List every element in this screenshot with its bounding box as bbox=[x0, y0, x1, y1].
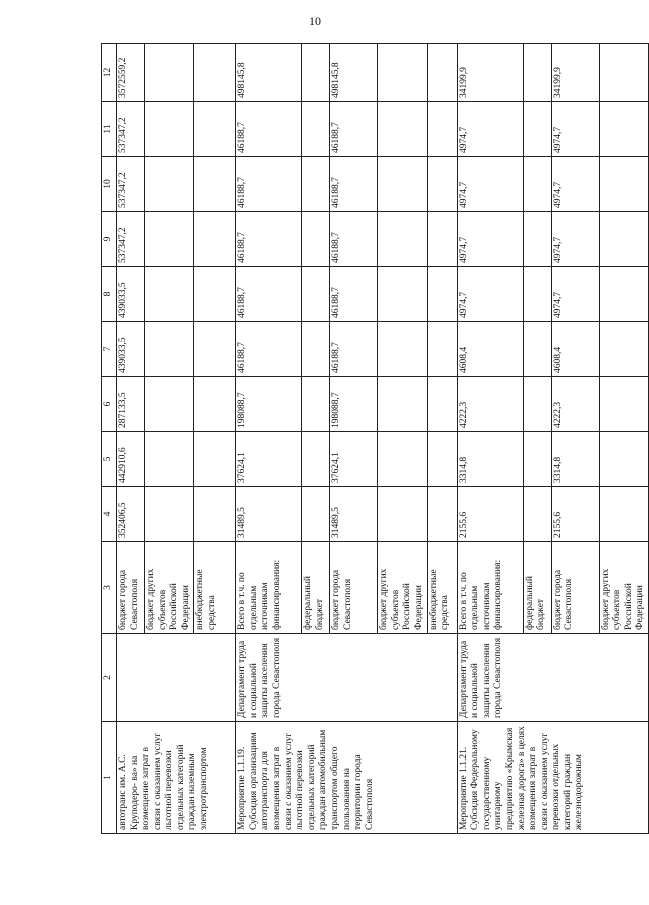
value-cell: 442910,6 bbox=[117, 432, 145, 487]
funding-source-cell: бюджет других субъектов Российской Федерации bbox=[378, 542, 427, 634]
value-cell: 46188,7 bbox=[236, 157, 302, 212]
table-row bbox=[457, 44, 523, 834]
value-cell bbox=[427, 102, 457, 157]
funding-source-cell: внебюджетные средства bbox=[427, 542, 457, 634]
value-cell bbox=[599, 267, 648, 322]
value-cell: 4974,7 bbox=[551, 102, 599, 157]
funding-source-cell: внебюджетные средства bbox=[194, 542, 236, 634]
value-cell: 31489,5 bbox=[236, 487, 302, 542]
value-cell bbox=[145, 487, 194, 542]
value-cell: 37624,1 bbox=[330, 432, 378, 487]
value-cell bbox=[427, 157, 457, 212]
value-cell: 46188,7 bbox=[236, 212, 302, 267]
financing-table bbox=[101, 43, 649, 834]
table-row bbox=[117, 44, 145, 834]
value-cell: 31489,5 bbox=[330, 487, 378, 542]
header-cell: 11 bbox=[102, 102, 117, 157]
value-cell: 4222,3 bbox=[457, 377, 523, 432]
value-cell bbox=[378, 267, 427, 322]
value-cell bbox=[145, 44, 194, 102]
value-cell bbox=[194, 432, 236, 487]
value-cell: 37624,1 bbox=[236, 432, 302, 487]
value-cell bbox=[378, 322, 427, 377]
header-cell: 1 bbox=[102, 722, 117, 834]
value-cell: 439033,5 bbox=[117, 322, 145, 377]
value-cell bbox=[302, 212, 330, 267]
value-cell: 4222,3 bbox=[551, 377, 599, 432]
value-cell: 46188,7 bbox=[330, 322, 378, 377]
header-cell: 5 bbox=[102, 432, 117, 487]
value-cell bbox=[378, 432, 427, 487]
value-cell: 46188,7 bbox=[330, 212, 378, 267]
funding-source-cell: федеральный бюджет bbox=[302, 542, 330, 634]
value-cell bbox=[599, 157, 648, 212]
value-cell: 439033,5 bbox=[117, 267, 145, 322]
value-cell bbox=[599, 44, 648, 102]
value-cell: 198088,7 bbox=[330, 377, 378, 432]
value-cell bbox=[427, 322, 457, 377]
rotated-table-container bbox=[101, 44, 646, 834]
value-cell: 3572559,2 bbox=[117, 44, 145, 102]
value-cell bbox=[599, 432, 648, 487]
value-cell bbox=[145, 432, 194, 487]
header-cell: 4 bbox=[102, 487, 117, 542]
value-cell: 498145,8 bbox=[330, 44, 378, 102]
value-cell bbox=[194, 212, 236, 267]
value-cell: 198088,7 bbox=[236, 377, 302, 432]
value-cell bbox=[302, 322, 330, 377]
funding-source-cell: Всего в т.ч. по отдельным источникам финансирования: bbox=[236, 542, 302, 634]
value-cell bbox=[302, 267, 330, 322]
executor-cell bbox=[117, 634, 236, 722]
funding-source-cell: бюджет города Севастополя bbox=[117, 542, 145, 634]
header-cell: 7 bbox=[102, 322, 117, 377]
value-cell: 498145,8 bbox=[236, 44, 302, 102]
value-cell: 4974,7 bbox=[457, 267, 523, 322]
value-cell: 537347,2 bbox=[117, 157, 145, 212]
value-cell: 352406,5 bbox=[117, 487, 145, 542]
value-cell bbox=[599, 322, 648, 377]
value-cell: 3314,8 bbox=[457, 432, 523, 487]
value-cell: 4974,7 bbox=[551, 212, 599, 267]
value-cell bbox=[145, 377, 194, 432]
value-cell bbox=[523, 267, 551, 322]
executor-cell: Департамент труда и социальной защиты населения города Севастополя bbox=[236, 634, 457, 722]
value-cell: 46188,7 bbox=[330, 157, 378, 212]
value-cell bbox=[378, 102, 427, 157]
value-cell bbox=[599, 102, 648, 157]
value-cell bbox=[599, 377, 648, 432]
header-cell: 9 bbox=[102, 212, 117, 267]
value-cell bbox=[523, 44, 551, 102]
funding-source-cell: бюджет города Севастополя bbox=[551, 542, 599, 634]
value-cell bbox=[427, 487, 457, 542]
executor-cell: Департамент труда и социальной защиты населения города Севастополя bbox=[457, 634, 648, 722]
value-cell bbox=[427, 432, 457, 487]
value-cell bbox=[523, 322, 551, 377]
value-cell: 46188,7 bbox=[236, 322, 302, 377]
page-number: 10 bbox=[309, 14, 321, 28]
value-cell bbox=[194, 267, 236, 322]
funding-source-cell: бюджет других субъектов Российской Федерации bbox=[145, 542, 194, 634]
value-cell bbox=[378, 157, 427, 212]
value-cell bbox=[523, 212, 551, 267]
value-cell: 34199,9 bbox=[457, 44, 523, 102]
value-cell bbox=[145, 267, 194, 322]
header-cell: 3 bbox=[102, 542, 117, 634]
value-cell bbox=[194, 157, 236, 212]
value-cell bbox=[302, 157, 330, 212]
funding-source-cell: Всего в т.ч. по отдельным источникам финансирования: bbox=[457, 542, 523, 634]
value-cell: 537347,2 bbox=[117, 212, 145, 267]
header-cell: 12 bbox=[102, 44, 117, 102]
value-cell: 46188,7 bbox=[330, 102, 378, 157]
value-cell bbox=[599, 487, 648, 542]
measure-cell: Мероприятие 1.1.21. Субсидия Федеральному государственному унитарному предприятию «Крымская железная дорога» в целях возмещения затрат в связи с оказанием услуг перевозки отдельных категорий граждан железнодорожным bbox=[457, 722, 648, 834]
value-cell bbox=[378, 44, 427, 102]
value-cell: 3314,8 bbox=[551, 432, 599, 487]
value-cell: 4608,4 bbox=[457, 322, 523, 377]
table-row bbox=[236, 44, 302, 834]
value-cell bbox=[302, 432, 330, 487]
value-cell bbox=[378, 487, 427, 542]
measure-cell: автотранс им. А.С. Круподеро- ва» на возмещение затрат в связи с оказанием услуг льготной перевозки отдельных категорий граждан наземным электротранспортом bbox=[117, 722, 236, 834]
value-cell bbox=[145, 157, 194, 212]
value-cell: 46188,7 bbox=[236, 267, 302, 322]
value-cell bbox=[302, 377, 330, 432]
value-cell bbox=[194, 487, 236, 542]
funding-source-cell: бюджет города Севастополя bbox=[330, 542, 378, 634]
header-cell: 8 bbox=[102, 267, 117, 322]
value-cell bbox=[427, 267, 457, 322]
value-cell bbox=[194, 322, 236, 377]
value-cell bbox=[427, 212, 457, 267]
value-cell bbox=[523, 157, 551, 212]
value-cell bbox=[523, 377, 551, 432]
value-cell bbox=[145, 102, 194, 157]
value-cell bbox=[378, 212, 427, 267]
value-cell: 537347,2 bbox=[117, 102, 145, 157]
value-cell: 4974,7 bbox=[457, 102, 523, 157]
value-cell bbox=[145, 212, 194, 267]
value-cell bbox=[523, 102, 551, 157]
value-cell: 4974,7 bbox=[457, 157, 523, 212]
funding-source-cell: бюджет других субъектов Российской Федерации bbox=[599, 542, 648, 634]
value-cell bbox=[523, 487, 551, 542]
header-cell: 2 bbox=[102, 634, 117, 722]
value-cell bbox=[523, 432, 551, 487]
value-cell bbox=[302, 487, 330, 542]
value-cell: 4974,7 bbox=[457, 212, 523, 267]
header-row bbox=[102, 44, 117, 834]
value-cell: 2155,6 bbox=[457, 487, 523, 542]
value-cell bbox=[145, 322, 194, 377]
value-cell: 34199,9 bbox=[551, 44, 599, 102]
measure-cell: Мероприятие 1.1.19. Субсидия организациям автотранспорта для возмещения затрат в связи с оказанием услуг льготной перевозки отдельных категорий граждан автомобильным транспортом общего пользования на территории города Севастополя bbox=[236, 722, 457, 834]
value-cell bbox=[302, 102, 330, 157]
value-cell: 287133,5 bbox=[117, 377, 145, 432]
header-cell: 6 bbox=[102, 377, 117, 432]
value-cell bbox=[194, 102, 236, 157]
funding-source-cell: федеральный бюджет bbox=[523, 542, 551, 634]
value-cell bbox=[599, 212, 648, 267]
value-cell bbox=[302, 44, 330, 102]
value-cell: 4608,4 bbox=[551, 322, 599, 377]
value-cell bbox=[378, 377, 427, 432]
value-cell: 4974,7 bbox=[551, 157, 599, 212]
value-cell: 2155,6 bbox=[551, 487, 599, 542]
value-cell: 46188,7 bbox=[330, 267, 378, 322]
value-cell bbox=[194, 377, 236, 432]
value-cell bbox=[194, 44, 236, 102]
header-cell: 10 bbox=[102, 157, 117, 212]
value-cell bbox=[427, 44, 457, 102]
value-cell bbox=[427, 377, 457, 432]
value-cell: 46188,7 bbox=[236, 102, 302, 157]
value-cell: 4974,7 bbox=[551, 267, 599, 322]
